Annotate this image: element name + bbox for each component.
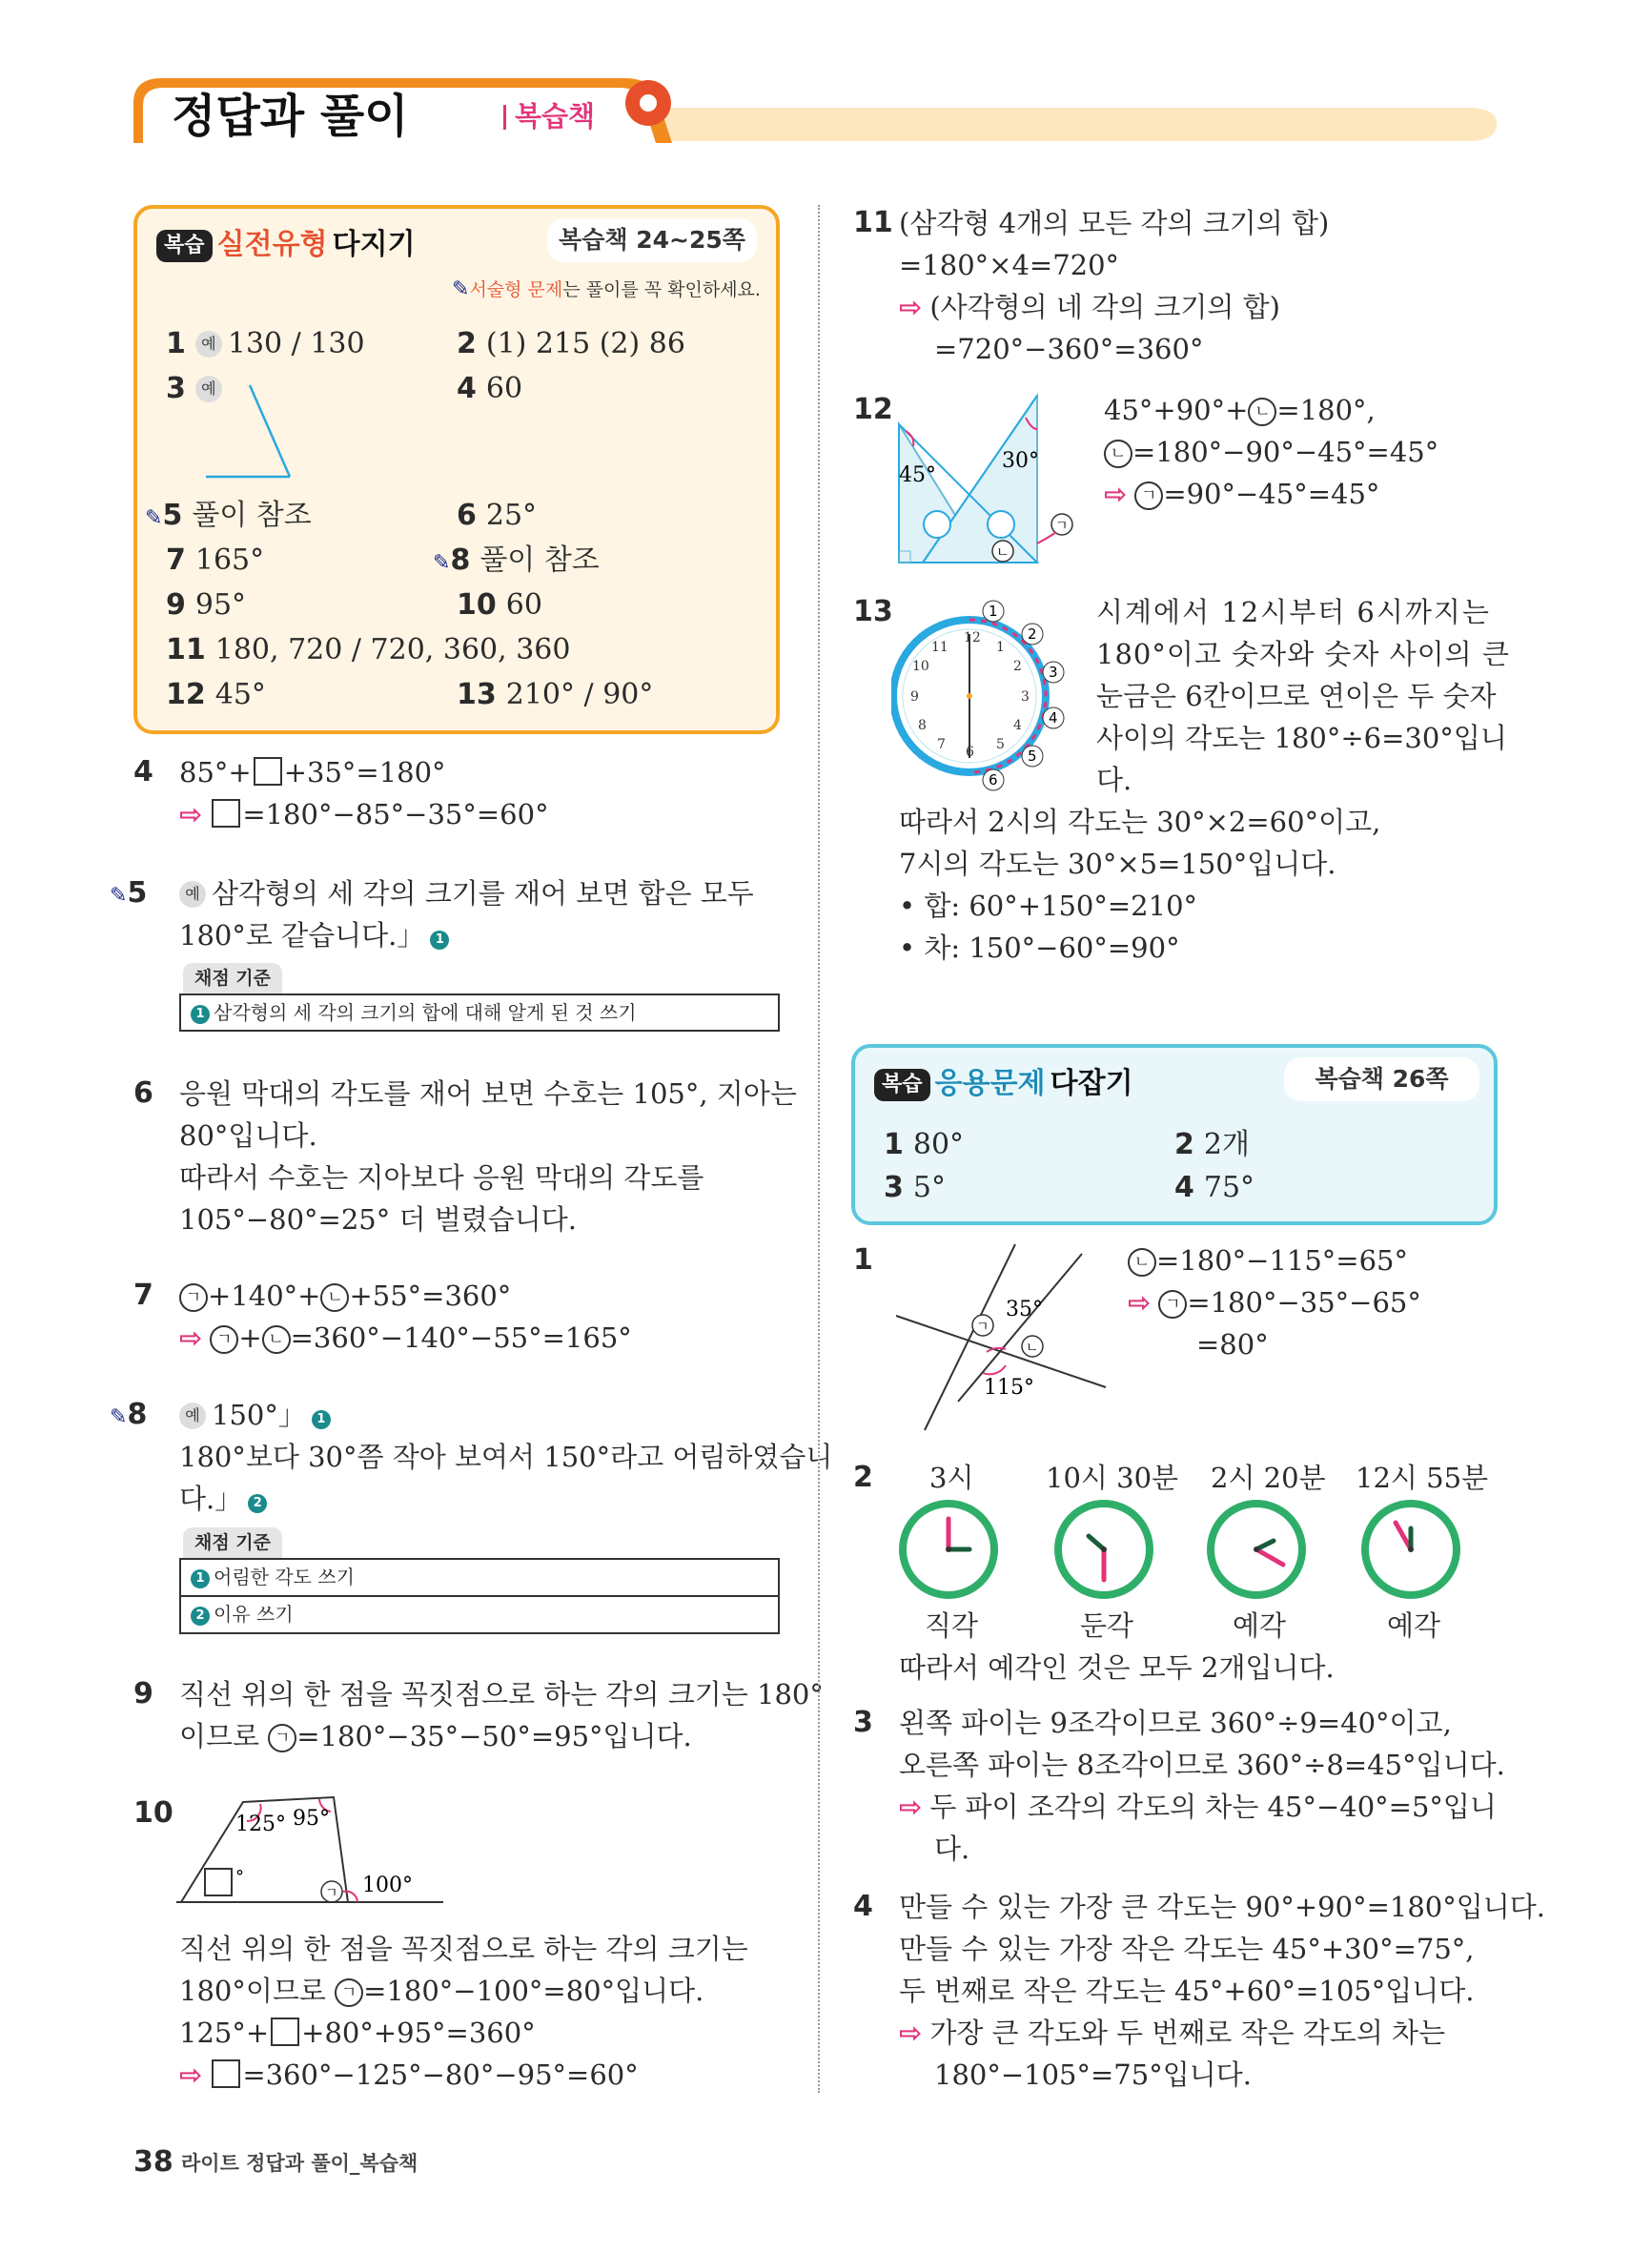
answer-3-angle [204, 376, 318, 490]
problem-13-number: 13 [853, 595, 893, 628]
box2-pages: 복습책 26쪽 [1284, 1057, 1479, 1101]
problem-6-line4: 105°−80°=25° 더 벌렸습니다. [179, 1203, 577, 1236]
header-title: 정답과 풀이 [172, 90, 409, 143]
fig12-label-2: 30° [1002, 449, 1039, 473]
problem-8-criteria-label: 채점 기준 [183, 1527, 282, 1558]
pencil-icon: ✎ [452, 277, 470, 301]
problem-10-line2: 180°이므로 ㄱ =180°−100°=80°입니다. [179, 1975, 704, 2007]
svg-text:10: 10 [912, 659, 929, 674]
clock-3-time: 2시 20분 [1211, 1462, 1326, 1494]
fig10-label-1: 125° [235, 1813, 286, 1836]
applied-3-line4: 다. [934, 1833, 970, 1865]
fig10-label-3: ° [235, 1867, 244, 1887]
fig-a1-label-2: 115° [984, 1376, 1034, 1400]
svg-text:6: 6 [966, 745, 974, 760]
problem-8-criteria: 1 어림한 각도 쓰기 2 이유 쓰기 [179, 1558, 780, 1634]
box1-title [156, 220, 416, 262]
clock-mark-6: 6 [989, 771, 998, 789]
problem-10-number: 10 [133, 1796, 173, 1830]
applied-3-number: 3 [853, 1706, 873, 1739]
problem-13-line8: • 합: 60°+150°=210° [899, 890, 1198, 922]
problem-13-line6: 따라서 2시의 각도는 30°×2=60°이고, [899, 806, 1381, 838]
clock-1-time: 3시 [929, 1462, 974, 1494]
problem-11-line2: =180°×4=720° [899, 249, 1120, 281]
problem-5-line2: 180°로 같습니다.」 1 [179, 914, 449, 956]
applied-4-number: 4 [853, 1890, 873, 1923]
problem-6-number: 6 [133, 1076, 153, 1110]
svg-text:2: 2 [1013, 659, 1022, 674]
fig12-label-1: 45° [899, 463, 936, 487]
applied-1-number: 1 [853, 1243, 873, 1277]
box2-title-main: 응용문제 [934, 1067, 1046, 1100]
clock-mark-5: 5 [1028, 748, 1037, 765]
problem-13-clock [891, 596, 1072, 791]
box2-answer-4: 4 75° [1174, 1171, 1255, 1204]
applied-3-line1: 왼쪽 파이는 9조각이므로 360°÷9=40°이고, [899, 1707, 1452, 1739]
page-number: 38 [133, 2145, 173, 2179]
svg-text:7: 7 [937, 737, 946, 752]
box2-answer-1: 1 80° [884, 1128, 965, 1161]
answer-8: ✎8 풀이 참조 [433, 543, 600, 577]
clock-2-time: 10시 30분 [1046, 1462, 1179, 1494]
applied-4-line1: 만들 수 있는 가장 큰 각도는 90°+90°=180°입니다. [899, 1891, 1545, 1923]
clock-mark-2: 2 [1028, 625, 1037, 643]
answer-11: 11 180, 720 / 720, 360, 360 [166, 633, 571, 666]
problem-9-number: 9 [133, 1677, 153, 1710]
applied-1-figure [891, 1239, 1111, 1435]
applied-1-line2: ⇨ ㄱ =180°−35°−65° [1128, 1286, 1421, 1319]
problem-7-line1: ㄱ +140°+ ㄴ +55°=360° [179, 1275, 511, 1317]
applied-4-line3: 두 번째로 작은 각도는 45°+60°=105°입니다. [899, 1975, 1475, 2007]
svg-text:9: 9 [910, 689, 919, 705]
problem-9-line2: 이므로 ㄱ =180°−35°−50°=95°입니다. [179, 1720, 692, 1752]
svg-text:3: 3 [1021, 689, 1030, 705]
clock-3-kind: 예각 [1233, 1609, 1287, 1642]
problem-12-line3: ⇨ ㄱ =90°−45°=45° [1104, 478, 1380, 510]
svg-text:5: 5 [996, 737, 1005, 752]
answer-12: 12 45° [166, 678, 266, 711]
applied-3-line2: 오른쪽 파이는 8조각이므로 360°÷8=45°입니다. [899, 1749, 1505, 1781]
applied-1-line1: ㄴ =180°−115°=65° [1128, 1239, 1408, 1281]
problem-13-line1: 시계에서 12시부터 6시까지는 [1096, 596, 1491, 628]
problem-8-number: ✎8 [110, 1398, 148, 1431]
problem-11-number: 11 [853, 206, 893, 239]
answer-3: 3 예 [166, 368, 228, 410]
problem-4-line1: 85°+ +35°=180° [179, 756, 446, 789]
problem-12-number: 12 [853, 393, 893, 426]
fig10-ga: ㄱ [325, 1886, 338, 1901]
answer-2: 2 (1) 215 (2) 86 [457, 327, 685, 360]
problem-7-line2: ⇨ ㄱ + ㄴ =360°−140°−55°=165° [179, 1321, 632, 1354]
applied-3-line3: ⇨ 두 파이 조각의 각도의 차는 45°−40°=5°입니 [899, 1791, 1497, 1823]
svg-text:ㄴ: ㄴ [996, 545, 1010, 561]
problem-5-number: ✎5 [110, 876, 148, 910]
header-subtitle: 복습책 [515, 100, 596, 133]
clock-4-time: 12시 55분 [1356, 1462, 1489, 1494]
review-tag-2: 복습 [874, 1069, 930, 1101]
applied-4-line4: ⇨ 가장 큰 각도와 두 번째로 작은 각도의 차는 [899, 2017, 1446, 2049]
answer-13: 13 210° / 90° [457, 678, 654, 711]
svg-text:12: 12 [964, 630, 981, 645]
svg-text:1: 1 [996, 640, 1005, 655]
problem-12-line1: 45°+90°+ ㄴ =180°, [1104, 394, 1376, 426]
svg-text:8: 8 [918, 718, 927, 733]
answer-4: 4 60 [457, 372, 523, 405]
svg-text:4: 4 [1013, 718, 1022, 733]
box2-answer-2: 2 2개 [1174, 1128, 1250, 1161]
applied-2-clocks [896, 1497, 1487, 1602]
problem-10-line1: 직선 위의 한 점을 꼭짓점으로 하는 각의 크기는 [179, 1933, 748, 1965]
problem-13-line3: 눈금은 6칸이므로 연이은 두 숫자 [1096, 680, 1497, 712]
problem-10-figure [176, 1792, 453, 1926]
problem-6-line1: 응원 막대의 각도를 재어 보면 수호는 105°, 지아는 [179, 1077, 797, 1110]
problem-4-number: 4 [133, 755, 153, 789]
answer-1: 1 예 130 / 130 [166, 327, 365, 360]
box2-title [874, 1059, 1133, 1101]
box1-title-end: 다지기 [332, 228, 416, 261]
header-bar [133, 74, 1497, 143]
review-tag: 복습 [156, 230, 213, 262]
box1-pages: 복습책 24~25쪽 [547, 218, 757, 262]
problem-5-criteria-label: 채점 기준 [183, 963, 282, 993]
applied-2-line1: 따라서 예각인 것은 모두 2개입니다. [899, 1651, 1335, 1684]
note-mark: 서술형 문제 [469, 279, 563, 300]
problem-9-line1: 직선 위의 한 점을 꼭짓점으로 하는 각의 크기는 180° [179, 1678, 824, 1710]
applied-2-number: 2 [853, 1461, 873, 1494]
answer-7: 7 165° [166, 543, 265, 577]
box1-title-main: 실전유형 [216, 228, 328, 261]
answer-6: 6 25° [457, 499, 538, 532]
problem-12-line2: ㄴ =180°−90°−45°=45° [1104, 431, 1438, 473]
problem-6-line2: 80°입니다. [179, 1119, 317, 1152]
box2-title-end: 다잡기 [1050, 1067, 1133, 1100]
problem-6-line3: 따라서 수호는 지아보다 응원 막대의 각도를 [179, 1161, 704, 1194]
svg-text:ㄱ: ㄱ [1055, 519, 1069, 534]
box2-answer-3: 3 5° [884, 1171, 946, 1204]
clock-mark-1: 1 [989, 603, 998, 620]
column-divider [818, 205, 820, 2093]
problem-8-line3: 다.」 2 [179, 1478, 267, 1520]
svg-text:11: 11 [931, 640, 948, 655]
footer-text: 라이트 정답과 풀이_복습책 [181, 2152, 418, 2175]
box1-note [452, 276, 761, 301]
clock-2-kind: 둔각 [1080, 1609, 1134, 1642]
problem-10-line3: 125°+ +80°+95°=360° [179, 2017, 536, 2049]
answer-5: ✎5 풀이 참조 [145, 499, 312, 532]
problem-13-line7: 7시의 각도는 30°×5=150°입니다. [899, 848, 1336, 880]
clock-4-kind: 예각 [1387, 1609, 1441, 1642]
fig-a1-label-1: 35° [1006, 1298, 1043, 1321]
problem-10-line4: ⇨ =360°−125°−80°−95°=60° [179, 2058, 639, 2091]
header-divider [503, 105, 506, 130]
applied-4-line2: 만들 수 있는 가장 작은 각도는 45°+30°=75°, [899, 1933, 1475, 1965]
applied-4-line5: 180°−105°=75°입니다. [934, 2058, 1252, 2091]
gear-icon [625, 80, 671, 126]
clock-1-kind: 직각 [925, 1609, 979, 1642]
svg-text:ㄴ: ㄴ [1026, 1341, 1039, 1356]
problem-5-line1: 예 삼각형의 세 각의 크기를 재어 보면 합은 모두 [179, 872, 754, 914]
answer-9: 9 95° [166, 588, 247, 622]
problem-7-number: 7 [133, 1279, 153, 1312]
problem-8-line1: 예 150°」 1 [179, 1394, 331, 1436]
clock-mark-4: 4 [1049, 709, 1058, 727]
problem-4-line2: ⇨ =180°−85°−35°=60° [179, 798, 549, 830]
clock-mark-3: 3 [1049, 664, 1058, 681]
note-rest: 는 풀이를 꼭 확인하세요. [562, 279, 761, 300]
problem-11-line4: =720°−360°=360° [934, 333, 1204, 365]
problem-13-line2: 180°이고 숫자와 숫자 사이의 큰 [1096, 638, 1510, 670]
applied-answer-box [851, 1044, 1498, 1225]
problem-13-line9: • 차: 150°−60°=90° [899, 932, 1180, 964]
svg-text:ㄱ: ㄱ [976, 1320, 989, 1335]
fig10-label-2: 95° [293, 1807, 330, 1831]
problem-11-line3: ⇨ (사각형의 네 각의 크기의 합) [899, 291, 1280, 323]
problem-12-figure [894, 391, 1085, 572]
practice-answer-box [133, 205, 780, 734]
problem-8-line2: 180°보다 30°쯤 작아 보여서 150°라고 어림하였습니 [179, 1441, 833, 1473]
problem-13-line5: 다. [1096, 764, 1132, 796]
problem-13-line4: 사이의 각도는 180°÷6=30°입니 [1096, 722, 1507, 754]
applied-1-line3: =80° [1196, 1328, 1269, 1361]
problem-11-line1: (삼각형 4개의 모든 각의 크기의 합) [899, 207, 1330, 239]
answer-10: 10 60 [457, 588, 542, 622]
problem-5-criteria: 1 삼각형의 세 각의 크기의 합에 대해 알게 된 것 쓰기 [179, 993, 780, 1032]
fig10-label-4: 100° [362, 1874, 413, 1897]
